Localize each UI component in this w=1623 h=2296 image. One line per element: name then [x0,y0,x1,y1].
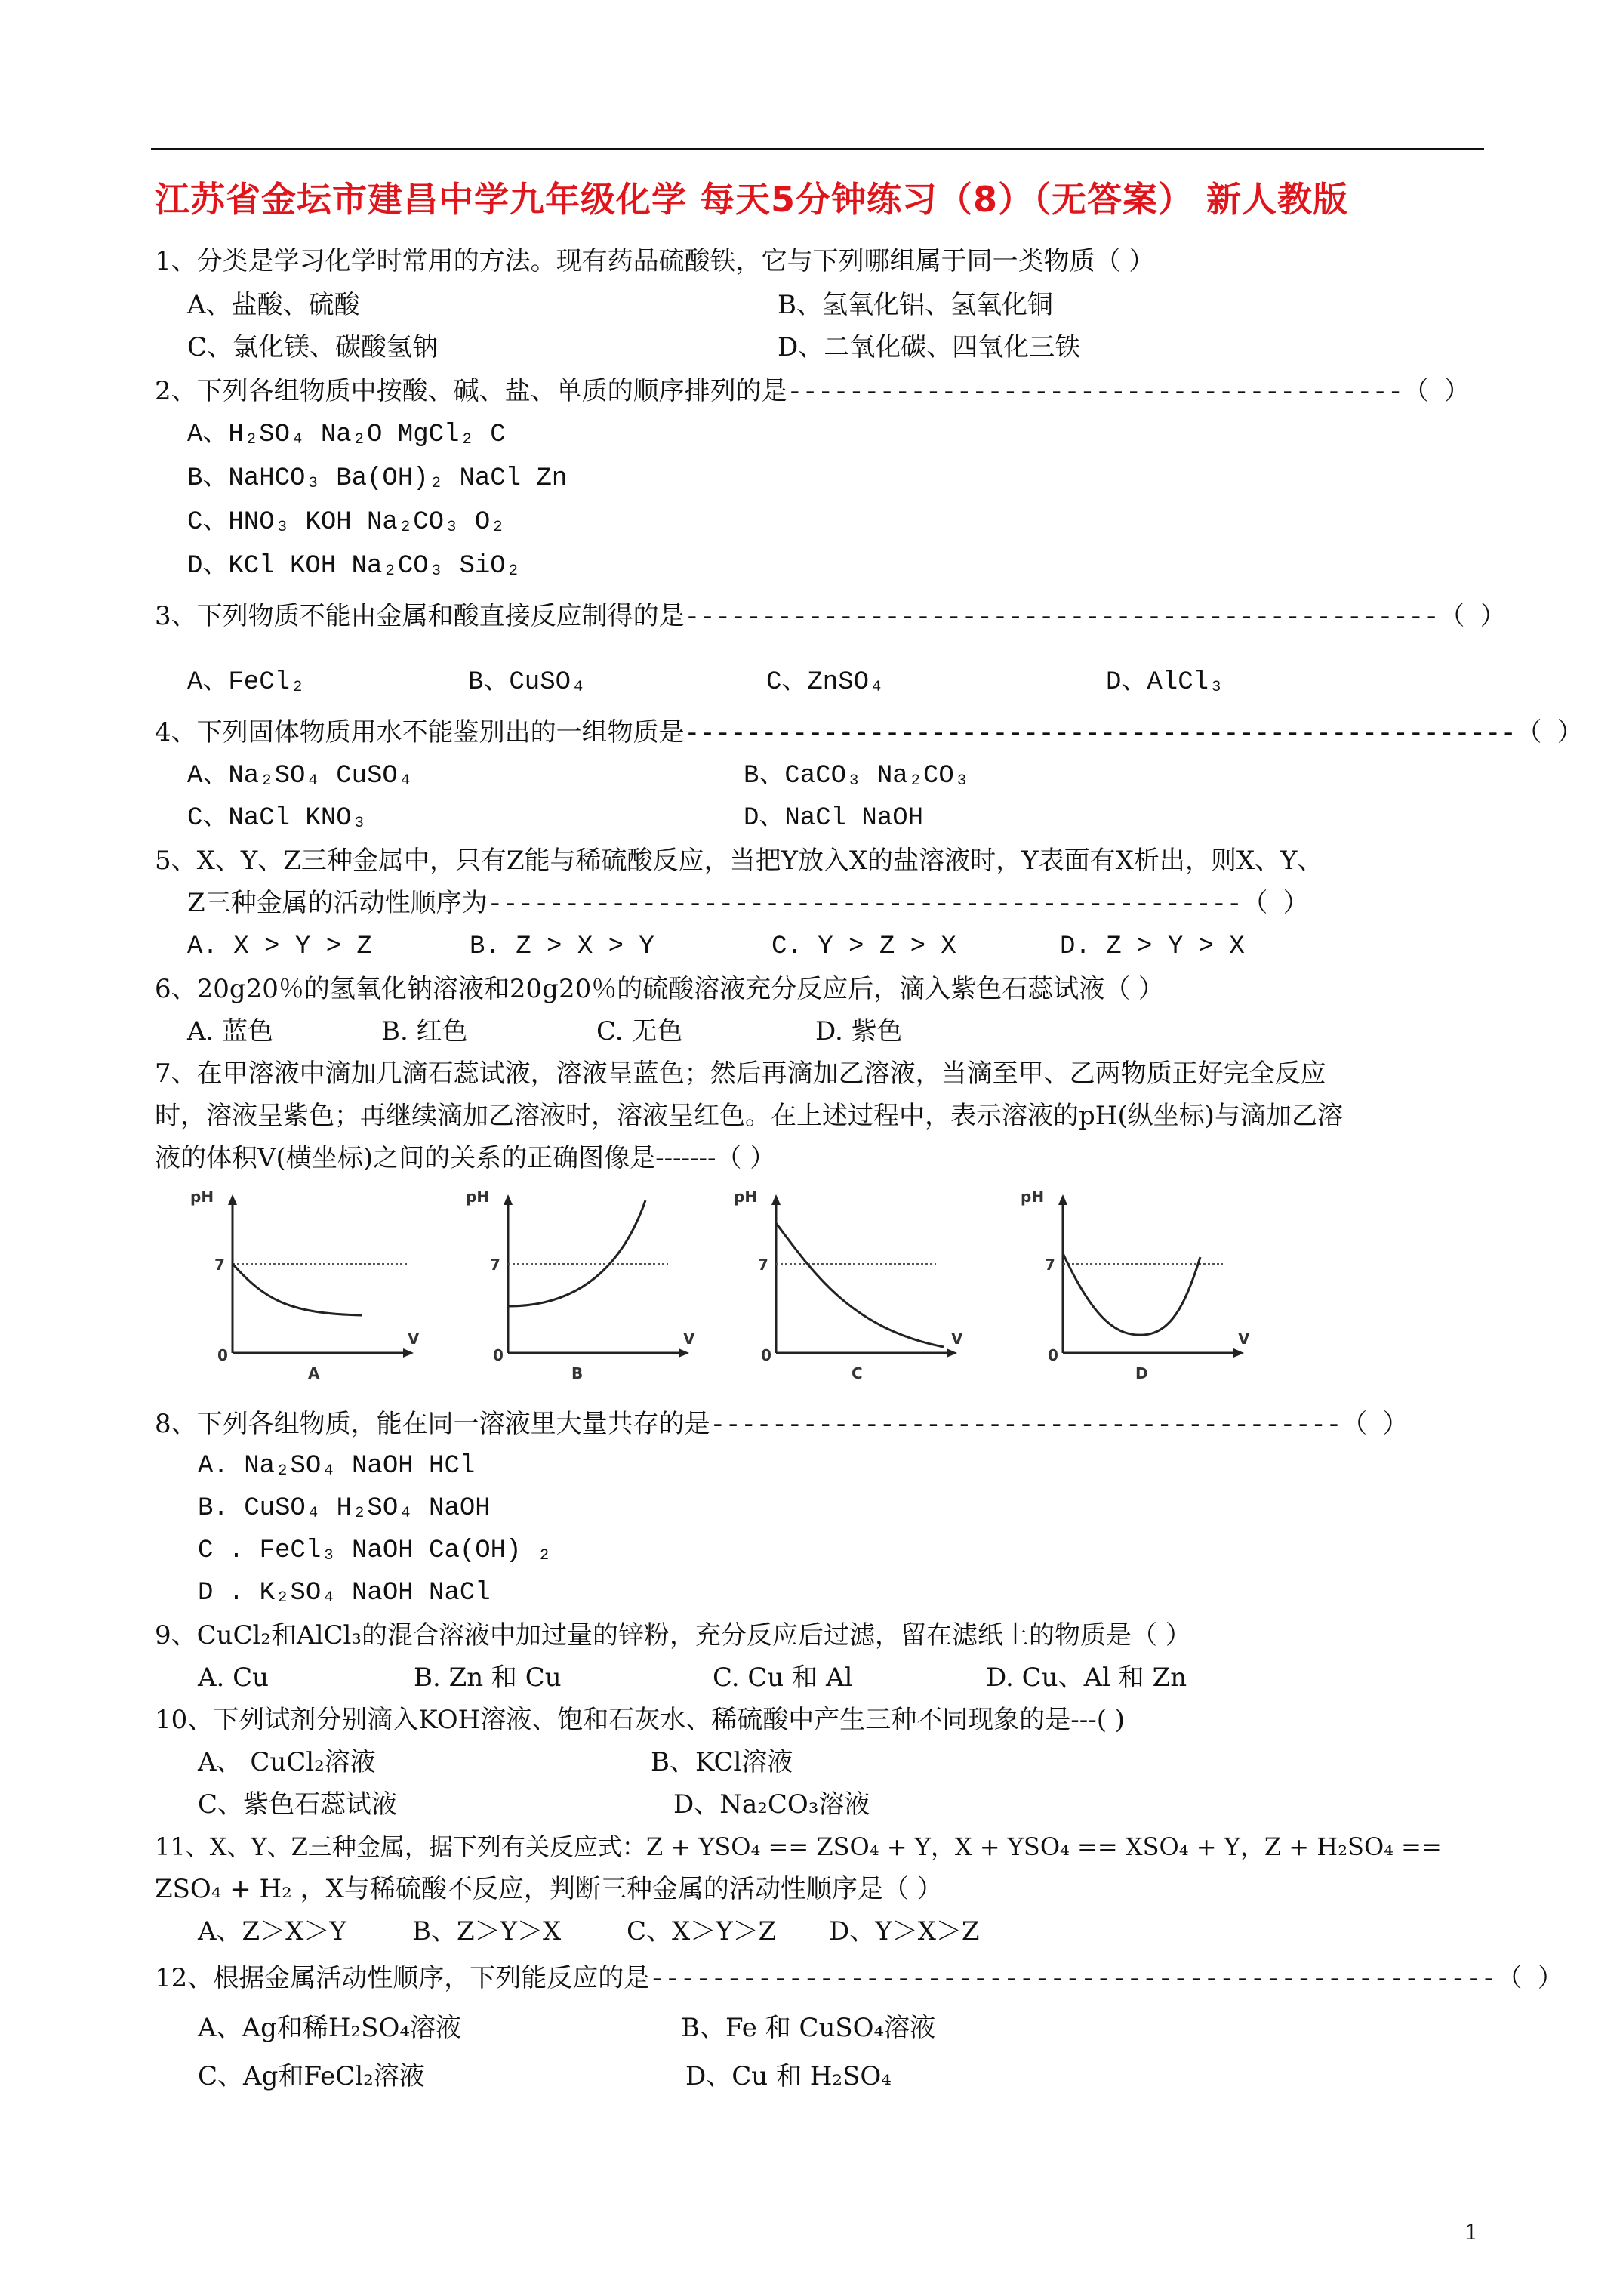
q12-option-d: D、Cu 和 H₂SO₄ [685,2061,892,2091]
q5-option-b: B. Z > X > Y [470,932,654,961]
q10-stem: 10、下列试剂分别滴入KOH溶液、饱和石灰水、稀硫酸中产生三种不同现象的是---( ) [155,1705,1126,1735]
q4-stem [155,717,1583,750]
q3-option-d: D、AlCl₃ [1106,668,1224,697]
graph-b-ylabel: pH [466,1188,490,1206]
graph-d-ylabel: pH [1021,1188,1045,1206]
graph-b [466,1188,695,1382]
q7-line3: 液的体积V(横坐标)之间的关系的正确图像是-------（ ） [155,1143,776,1173]
q9-option-a: A. Cu [198,1663,269,1693]
q12-stem [155,1963,1563,1996]
q1-option-c: C、氯化镁、碳酸氢钠 [187,332,439,362]
q2-option-c: C、HNO₃ KOH Na₂CO₃ O₂ [187,508,506,537]
q8-stem-text: 8、下列各组物质，能在同一溶液里大量共存的是 [155,1409,710,1439]
q5-line1: 5、X、Y、Z三种金属中，只有Z能与稀硫酸反应，当把Y放入X的盐溶液时，Y表面有X析出，则X、Y、 [155,846,1323,876]
q5-option-a: A. X > Y > Z [187,932,372,961]
q11-option-d: D、Y＞X＞Z [829,1916,980,1946]
graph-c-xlabel: V [951,1330,963,1348]
graph-c-ylabel: pH [734,1188,758,1206]
q2-stem-text: 2、下列各组物质中按酸、碱、盐、单质的顺序排列的是 [155,376,787,406]
q9-option-c: C. Cu 和 Al [713,1663,853,1693]
q4-dashes: ------------------------------------------------------（ ） [684,720,1583,749]
graph-c [734,1188,963,1382]
q11-option-b: B、Z＞Y＞X [412,1916,562,1946]
q2-option-b: B、NaHCO₃ Ba(OH)₂ NaCl Zn [187,464,568,493]
q1-option-a: A、盐酸、硫酸 [187,290,360,320]
graph-d-xlabel: V [1238,1330,1250,1348]
q9-option-d: D. Cu、Al 和 Zn [986,1663,1187,1693]
q8-option-a: A. Na₂SO₄ NaOH HCl [198,1452,476,1481]
q3-option-b: B、CuSO₄ [468,668,587,697]
q8-stem [155,1409,1409,1441]
q6-option-b: B. 红色 [381,1016,468,1046]
q4-option-a: A、Na₂SO₄ CuSO₄ [187,762,414,791]
graph-a [190,1188,420,1382]
q10-option-c: C、紫色石蕊试液 [198,1789,398,1820]
graph-b-seven: 7 [490,1256,500,1274]
q4-option-c: C、NaCl KNO₃ [187,804,368,833]
q4-stem-text: 4、下列固体物质用水不能鉴别出的一组物质是 [155,717,685,747]
page-number: 1 [1464,2220,1478,2245]
q11-option-a: A、Z＞X＞Y [198,1916,346,1946]
header-rule [151,148,1484,150]
q2-option-d: D、KCl KOH Na₂CO₃ SiO₂ [187,552,522,581]
graph-d-label: D [1135,1364,1148,1382]
q1-option-b: B、氢氧化铝、氢氧化铜 [778,290,1053,320]
graph-c-label: C [852,1364,863,1382]
q12-stem-text: 12、根据金属活动性顺序，下列能反应的是 [155,1963,650,1993]
graph-a-ylabel: pH [190,1188,214,1206]
graph-c-seven: 7 [758,1256,768,1274]
q11-line2: ZSO₄ + H₂ ，X与稀硫酸不反应，判断三种金属的活动性顺序是（ ） [155,1874,943,1904]
q6-option-a: A. 蓝色 [187,1016,274,1046]
q2-option-a: A、H₂SO₄ Na₂O MgCl₂ C [187,421,506,449]
q9-stem: 9、CuCl₂和AlCl₃的混合溶液中加过量的锌粉，充分反应后过滤，留在滤纸上的物质是（ ） [155,1620,1191,1650]
q3-option-a: A、FeCl₂ [187,668,306,697]
graph-a-xlabel: V [408,1330,420,1348]
q6-stem: 6、20g20％的氢氧化钠溶液和20g20％的硫酸溶液充分反应后，滴入紫色石蕊试液（ ） [155,974,1165,1004]
q12-dashes: -------------------------------------------------------（ ） [649,1966,1563,1995]
q6-option-d: D. 紫色 [815,1016,903,1046]
q2-dashes: ----------------------------------------（ ） [787,379,1471,408]
q8-dashes: -----------------------------------------（ ） [710,1412,1409,1441]
q5-dashes: -------------------------------------------------（ ） [487,891,1309,920]
q12-option-b: B、Fe 和 CuSO₄溶液 [681,2013,936,2043]
q1-option-d: D、二氧化碳、四氧化三铁 [778,332,1081,362]
q7-line1: 7、在甲溶液中滴加几滴石蕊试液，溶液呈蓝色；然后再滴加乙溶液，当滴至甲、乙两物质正好完全反应 [155,1059,1326,1089]
q3-stem [155,601,1506,633]
q8-option-d: D . K₂SO₄ NaOH NaCl [198,1579,491,1607]
ph-graphs [181,1185,1268,1382]
q8-option-b: B. CuSO₄ H₂SO₄ NaOH [198,1494,491,1523]
q10-option-b: B、KCl溶液 [651,1747,793,1777]
q1-stem: 1、分类是学习化学时常用的方法。现有药品硫酸铁，它与下列哪组属于同一类物质（ ） [155,246,1155,276]
q6-option-c: C. 无色 [596,1016,683,1046]
q5-line2-text: Z三种金属的活动性顺序为 [187,888,488,918]
q3-dashes: -------------------------------------------------（ ） [684,604,1506,633]
q9-option-b: B. Zn 和 Cu [414,1663,562,1693]
q11-option-c: C、X＞Y＞Z [627,1916,777,1946]
graph-b-label: B [571,1364,584,1382]
q4-option-d: D、NaCl NaOH [744,804,924,833]
graph-c-origin: 0 [761,1346,771,1364]
graph-b-xlabel: V [683,1330,695,1348]
q7-line2: 时，溶液呈紫色；再继续滴加乙溶液时，溶液呈红色。在上述过程中，表示溶液的pH(纵坐标)与滴加乙溶 [155,1101,1343,1131]
q11-line1: 11、X、Y、Z三种金属，据下列有关反应式：Z + YSO₄ == ZSO₄ + Y，X + YSO₄ == XSO₄ + Y，Z + H₂SO₄ == [155,1832,1442,1861]
q10-option-a: A、 CuCl₂溶液 [198,1747,376,1777]
q12-option-c: C、Ag和FeCl₂溶液 [198,2061,425,2091]
graph-a-label: A [308,1364,320,1382]
graph-d [1021,1188,1250,1382]
q5-option-d: D. Z > Y > X [1060,932,1245,961]
q10-option-d: D、Na₂CO₃溶液 [673,1789,870,1820]
q12-option-a: A、Ag和稀H₂SO₄溶液 [198,2013,461,2043]
q3-option-c: C、ZnSO₄ [766,668,885,697]
graph-b-origin: 0 [493,1346,504,1364]
q2-stem [155,376,1470,408]
graph-a-seven: 7 [214,1256,225,1274]
graph-d-origin: 0 [1048,1346,1058,1364]
q5-line2 [187,888,1309,920]
graph-a-origin: 0 [217,1346,228,1364]
page-title: 江苏省金坛市建昌中学九年级化学 每天5分钟练习（8）（无答案） 新人教版 [155,179,1349,220]
q3-stem-text: 3、下列物质不能由金属和酸直接反应制得的是 [155,601,685,631]
q5-option-c: C. Y > Z > X [771,932,956,961]
graph-d-seven: 7 [1045,1256,1055,1274]
q4-option-b: B、CaCO₃ Na₂CO₃ [744,762,970,791]
q8-option-c: C . FeCl₃ NaOH Ca(OH) ₂ [198,1536,553,1565]
